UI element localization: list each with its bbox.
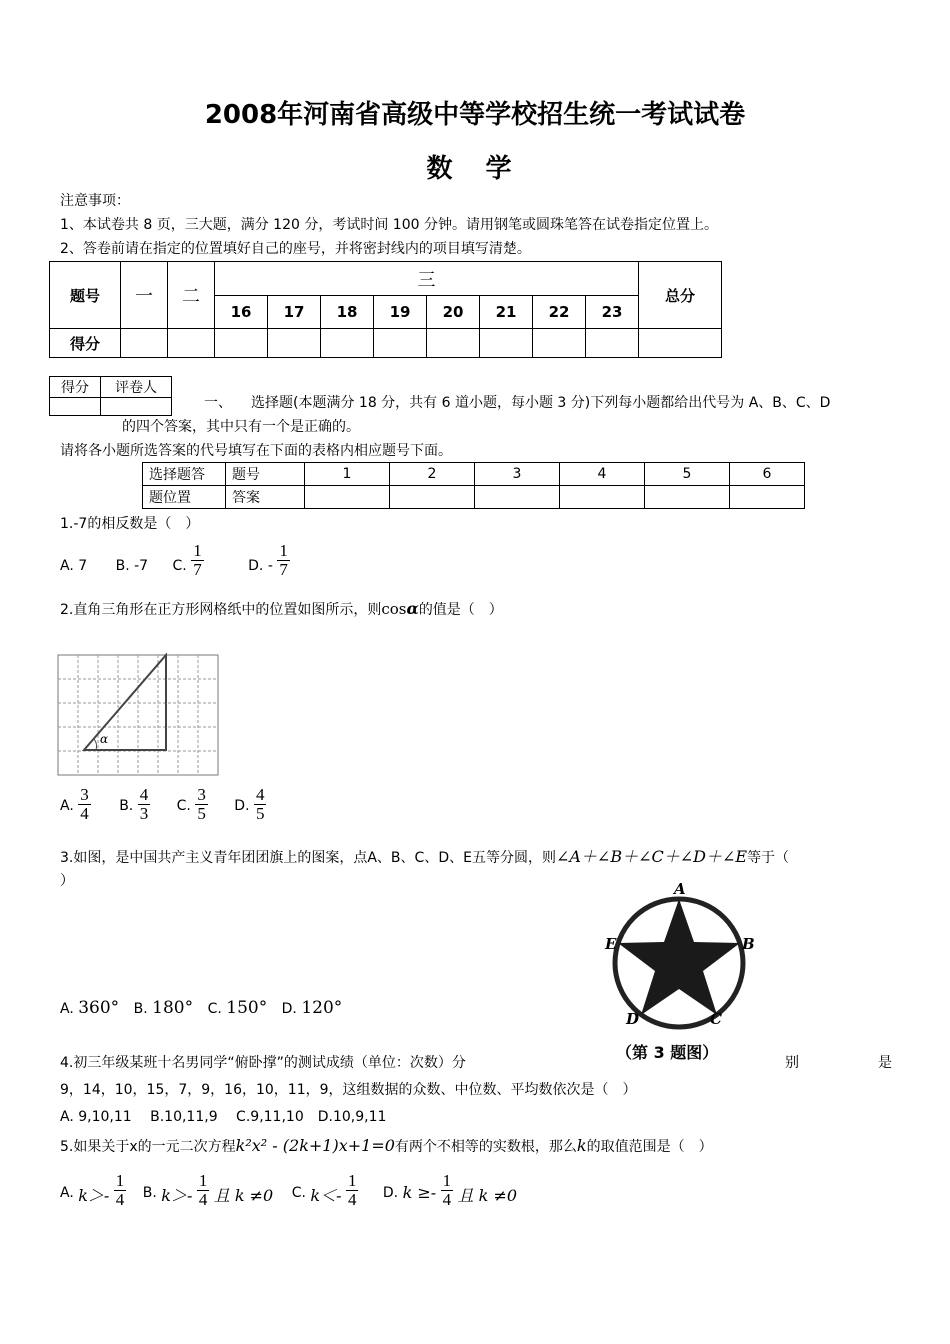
- row-label-score: 得分: [50, 329, 121, 358]
- q5-option-d-label: D.: [382, 1185, 399, 1201]
- q2-stem: [60, 599, 503, 619]
- score-cell: [586, 329, 639, 358]
- point-d-label: D: [626, 1010, 640, 1028]
- answer-number: 6: [730, 463, 805, 486]
- total-header: 总分: [639, 262, 722, 329]
- q5-stem-mid: 有两个不相等的实数根，那么: [394, 1139, 577, 1155]
- q4-line-2: 9，14，10，15，7，9，16，10，11，9，这组数据的众数、中位数、平均数依次是（ ）: [60, 1082, 637, 1098]
- q4-line-1: 4.初三年级某班十名男同学“俯卧撑”的测试成绩（单位：次数）分: [60, 1055, 466, 1071]
- q2-cos: cos: [381, 600, 407, 618]
- answer-number: 5: [645, 463, 730, 486]
- q5-option-a-expr: k＞-: [78, 1186, 110, 1205]
- notes-heading: 注意事项：: [60, 193, 130, 209]
- q2-option-b-label: B.: [119, 798, 134, 814]
- q5-equation: k²x² - (2k+1)x+1=0: [235, 1136, 395, 1155]
- q5-stem-end: 的取值范围是（ ）: [586, 1139, 713, 1155]
- q2-option-c-fraction: $\frac{3}{5}$: [197, 785, 206, 823]
- answer-cell: [645, 486, 730, 509]
- point-c-label: C: [710, 1010, 722, 1028]
- exam-title: 2008年河南省高级中等学校招生统一考试试卷: [204, 100, 746, 130]
- grader-box: [49, 376, 172, 416]
- notes-line-1: 1、本试卷共 8 页，三大题，满分 120 分，考试时间 100 分钟。请用钢笔或圆珠笔答在试卷指定位置上。: [60, 217, 718, 233]
- q2-grid-figure: [56, 653, 220, 777]
- q1-option-d: D. -: [248, 558, 273, 574]
- question-number: 18: [321, 296, 374, 329]
- q2-option-d-label: D.: [234, 798, 250, 814]
- notes-line-2: 2、答卷前请在指定的位置填好自己的座号，并将密封线内的项目填写清楚。: [60, 241, 531, 257]
- answer-cell: [390, 486, 475, 509]
- q5-option-c-fraction: $\frac{1}{4}$: [347, 1171, 357, 1209]
- q1-option-a: A. 7: [60, 558, 88, 574]
- q2-options: [60, 786, 266, 823]
- answer-table-row2-label: 答案: [226, 486, 305, 509]
- score-cell: [268, 329, 321, 358]
- grader-name-cell: [101, 398, 172, 416]
- q5-option-a-label: A.: [60, 1185, 74, 1201]
- score-cell: [121, 329, 168, 358]
- point-a-label: A: [674, 880, 686, 898]
- subject-title: 数 学: [426, 154, 524, 184]
- q5-option-b-tail: 且 k ≠0: [213, 1186, 274, 1205]
- q3-option-c-label: C.: [207, 1001, 222, 1017]
- q2-option-a-fraction: $\frac{3}{4}$: [80, 785, 89, 823]
- q5-option-a-fraction: $\frac{1}{4}$: [115, 1171, 125, 1209]
- q3-figure-caption: （第 3 题图）: [616, 1043, 719, 1062]
- grader-score-cell: [50, 398, 101, 416]
- q1-option-c-fraction: $\frac{1}{7}$: [193, 541, 202, 579]
- q3-option-a-label: A.: [60, 1001, 74, 1017]
- q1-option-b: B. -7: [115, 558, 149, 574]
- q2-stem-end: 的值是（ ）: [418, 602, 503, 618]
- q2-option-a-label: A.: [60, 798, 74, 814]
- score-cell: [374, 329, 427, 358]
- section-one-intro-1: 选择题(本题满分 18 分，共有 6 道小题，每小题 3 分)下列每小题都给出代号为 A、B、C、D: [251, 395, 831, 411]
- q2-stem-text: 2.直角三角形在正方形网格纸中的位置如图所示，则: [60, 602, 382, 618]
- answer-number: 4: [560, 463, 645, 486]
- q5-option-d-fraction: $\frac{1}{4}$: [442, 1171, 452, 1209]
- point-b-label: B: [742, 935, 755, 953]
- answer-cell: [305, 486, 390, 509]
- q4-line-1-mid: 别: [785, 1055, 799, 1071]
- answer-table-left-top: 选择题答: [143, 463, 226, 486]
- q4-line-1-end: 是: [878, 1055, 892, 1071]
- answer-cell: [475, 486, 560, 509]
- point-e-label: E: [605, 935, 617, 953]
- q3-option-b-label: B.: [133, 1001, 148, 1017]
- q2-alpha: α: [406, 599, 419, 618]
- q3-stem-end: 等于（: [747, 850, 790, 866]
- question-number: 23: [586, 296, 639, 329]
- part-one-header: 一: [121, 262, 168, 329]
- section-one-label: 一、: [204, 395, 232, 411]
- q2-option-d-fraction: $\frac{4}{5}$: [255, 785, 265, 823]
- q2-option-c-label: C.: [176, 798, 191, 814]
- score-cell: [215, 329, 268, 358]
- question-number: 19: [374, 296, 427, 329]
- q1-option-d-fraction: $\frac{1}{7}$: [279, 541, 288, 579]
- q1-option-c: C.: [172, 558, 187, 574]
- q3-stem: [60, 844, 789, 867]
- question-number: 16: [215, 296, 268, 329]
- q4-options: A. 9,10,11 B.10,11,9 C.9,11,10 D.10,9,11: [60, 1109, 387, 1125]
- q3-option-d-value: 120°: [301, 998, 343, 1018]
- q3-options: [60, 998, 342, 1018]
- q3-option-b-value: 180°: [152, 998, 194, 1018]
- section-one-intro-2: 的四个答案，其中只有一个是正确的。: [122, 419, 360, 435]
- grader-name-label: 评卷人: [101, 377, 172, 398]
- q5-option-b-expr: k＞-: [161, 1186, 193, 1205]
- grader-score-label: 得分: [50, 377, 101, 398]
- q3-star-figure: [598, 878, 768, 1068]
- q5-stem: [60, 1136, 713, 1156]
- q5-stem-text: 5.如果关于x的一元二次方程: [60, 1139, 236, 1155]
- score-cell: [321, 329, 374, 358]
- answer-cell: [560, 486, 645, 509]
- q3-option-d-label: D.: [281, 1001, 297, 1017]
- answer-cell: [730, 486, 805, 509]
- q5-option-b-label: B.: [142, 1185, 157, 1201]
- row-label-question: 题号: [50, 262, 121, 329]
- answer-table-row1-label: 题号: [226, 463, 305, 486]
- q5-option-c-expr: k＜-: [310, 1186, 342, 1205]
- question-number: 20: [427, 296, 480, 329]
- q3-stem-text: 3.如图，是中国共产主义青年团团旗上的图案，点A、B、C、D、E五等分圆，则: [60, 850, 556, 866]
- score-cell: [480, 329, 533, 358]
- q5-option-d-expr: k ≥-: [402, 1183, 437, 1202]
- q5-option-d-tail: 且 k ≠0: [457, 1186, 518, 1205]
- answer-table-left-bottom: 题位置: [143, 486, 226, 509]
- answer-number: 3: [475, 463, 560, 486]
- question-number: 17: [268, 296, 321, 329]
- score-cell: [533, 329, 586, 358]
- score-cell: [168, 329, 215, 358]
- q5-option-b-fraction: $\frac{1}{4}$: [198, 1171, 208, 1209]
- q1-stem: 1.-7的相反数是（ ）: [60, 516, 200, 532]
- answer-number: 1: [305, 463, 390, 486]
- score-table: [49, 261, 722, 358]
- q3-angle-sum: ∠A＋∠B＋∠C＋∠D＋∠E: [555, 847, 748, 866]
- q2-figure-alpha: α: [100, 732, 109, 746]
- q5-options: [60, 1172, 517, 1209]
- score-cell: [639, 329, 722, 358]
- question-number: 21: [480, 296, 533, 329]
- q3-option-a-value: 360°: [78, 998, 120, 1018]
- q2-option-b-fraction: $\frac{4}{3}$: [139, 785, 149, 823]
- section-one-intro-3: 请将各小题所选答案的代号填写在下面的表格内相应题号下面。: [60, 443, 452, 459]
- q3-option-c-value: 150°: [226, 998, 268, 1018]
- score-cell: [427, 329, 480, 358]
- part-three-header: 三: [215, 262, 639, 296]
- q5-option-c-label: C.: [291, 1185, 306, 1201]
- q5-k: k: [576, 1136, 587, 1155]
- q1-options: [60, 542, 290, 579]
- answer-table: [142, 462, 805, 509]
- q3-stem-close: ）: [60, 873, 74, 889]
- answer-number: 2: [390, 463, 475, 486]
- question-number: 22: [533, 296, 586, 329]
- part-two-header: 二: [168, 262, 215, 329]
